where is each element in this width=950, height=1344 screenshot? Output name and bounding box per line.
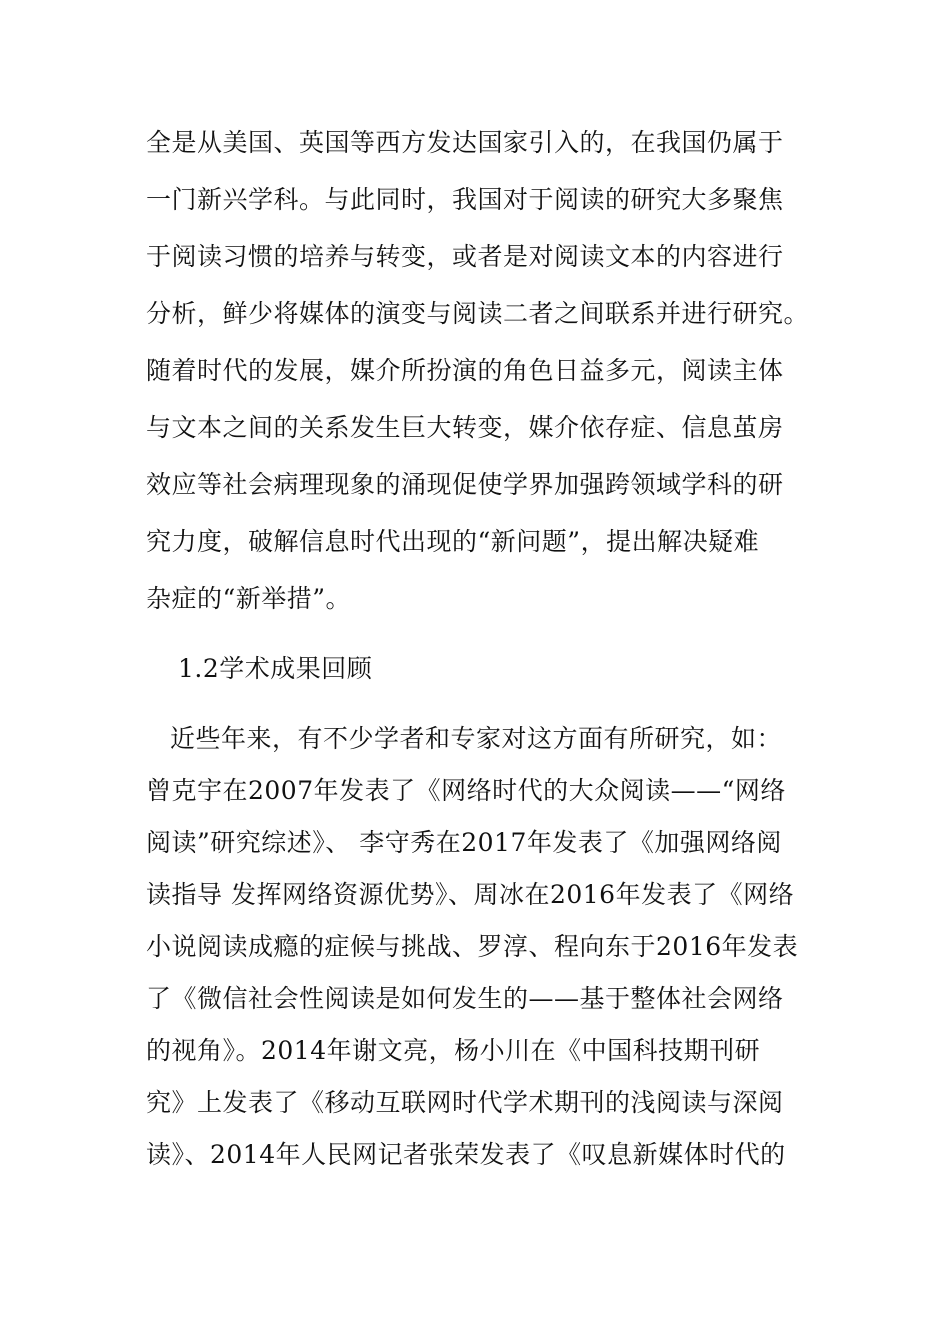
paragraph-1-line-4: 分析，鲜少将媒体的演变与阅读二者之间联系并进行研究。 (146, 299, 810, 328)
paragraph-1-line-5: 随着时代的发展，媒介所扮演的角色日益多元，阅读主体 (146, 356, 784, 385)
paragraph-2-line-6: 了《微信社会性阅读是如何发生的——基于整体社会网络 (146, 984, 784, 1013)
section-heading: 1.2学术成果回顾 (178, 654, 373, 683)
paragraph-1-line-9: 杂症的“新举措”。 (146, 584, 352, 613)
paragraph-2-line-2: 曾克宇在2007年发表了《网络时代的大众阅读——“网络 (146, 776, 786, 805)
paragraph-2-line-4: 读指导 发挥网络资源优势》、周冰在2016年发表了《网络 (146, 880, 795, 909)
paragraph-2-line-8: 究》上发表了《移动互联网时代学术期刊的浅阅读与深阅 (146, 1088, 784, 1117)
paragraph-1-line-3: 于阅读习惯的培养与转变，或者是对阅读文本的内容进行 (146, 242, 784, 271)
paragraph-1-line-2: 一门新兴学科。与此同时，我国对于阅读的研究大多聚焦 (146, 185, 784, 214)
paragraph-2-line-3: 阅读”研究综述》、 李守秀在2017年发表了《加强网络阅 (146, 828, 782, 857)
paragraph-1-line-8: 究力度，破解信息时代出现的“新问题”，提出解决疑难 (146, 527, 760, 556)
paragraph-2-line-1: 近些年来，有不少学者和专家对这方面有所研究，如： (170, 724, 783, 753)
paragraph-1-line-6: 与文本之间的关系发生巨大转变，媒介依存症、信息茧房 (146, 413, 784, 442)
paragraph-2-line-7: 的视角》。2014年谢文亮，杨小川在《中国科技期刊研 (146, 1036, 761, 1065)
paragraph-1-line-1: 全是从美国、英国等西方发达国家引入的，在我国仍属于 (146, 128, 784, 157)
paragraph-1-line-7: 效应等社会病理现象的涌现促使学界加强跨领域学科的研 (146, 470, 784, 499)
paragraph-2-line-5: 小说阅读成瘾的症候与挑战、罗淳、程向东于2016年发表 (146, 932, 799, 961)
paragraph-2-line-9: 读》、2014年人民网记者张荣发表了《叹息新媒体时代的 (146, 1140, 786, 1169)
